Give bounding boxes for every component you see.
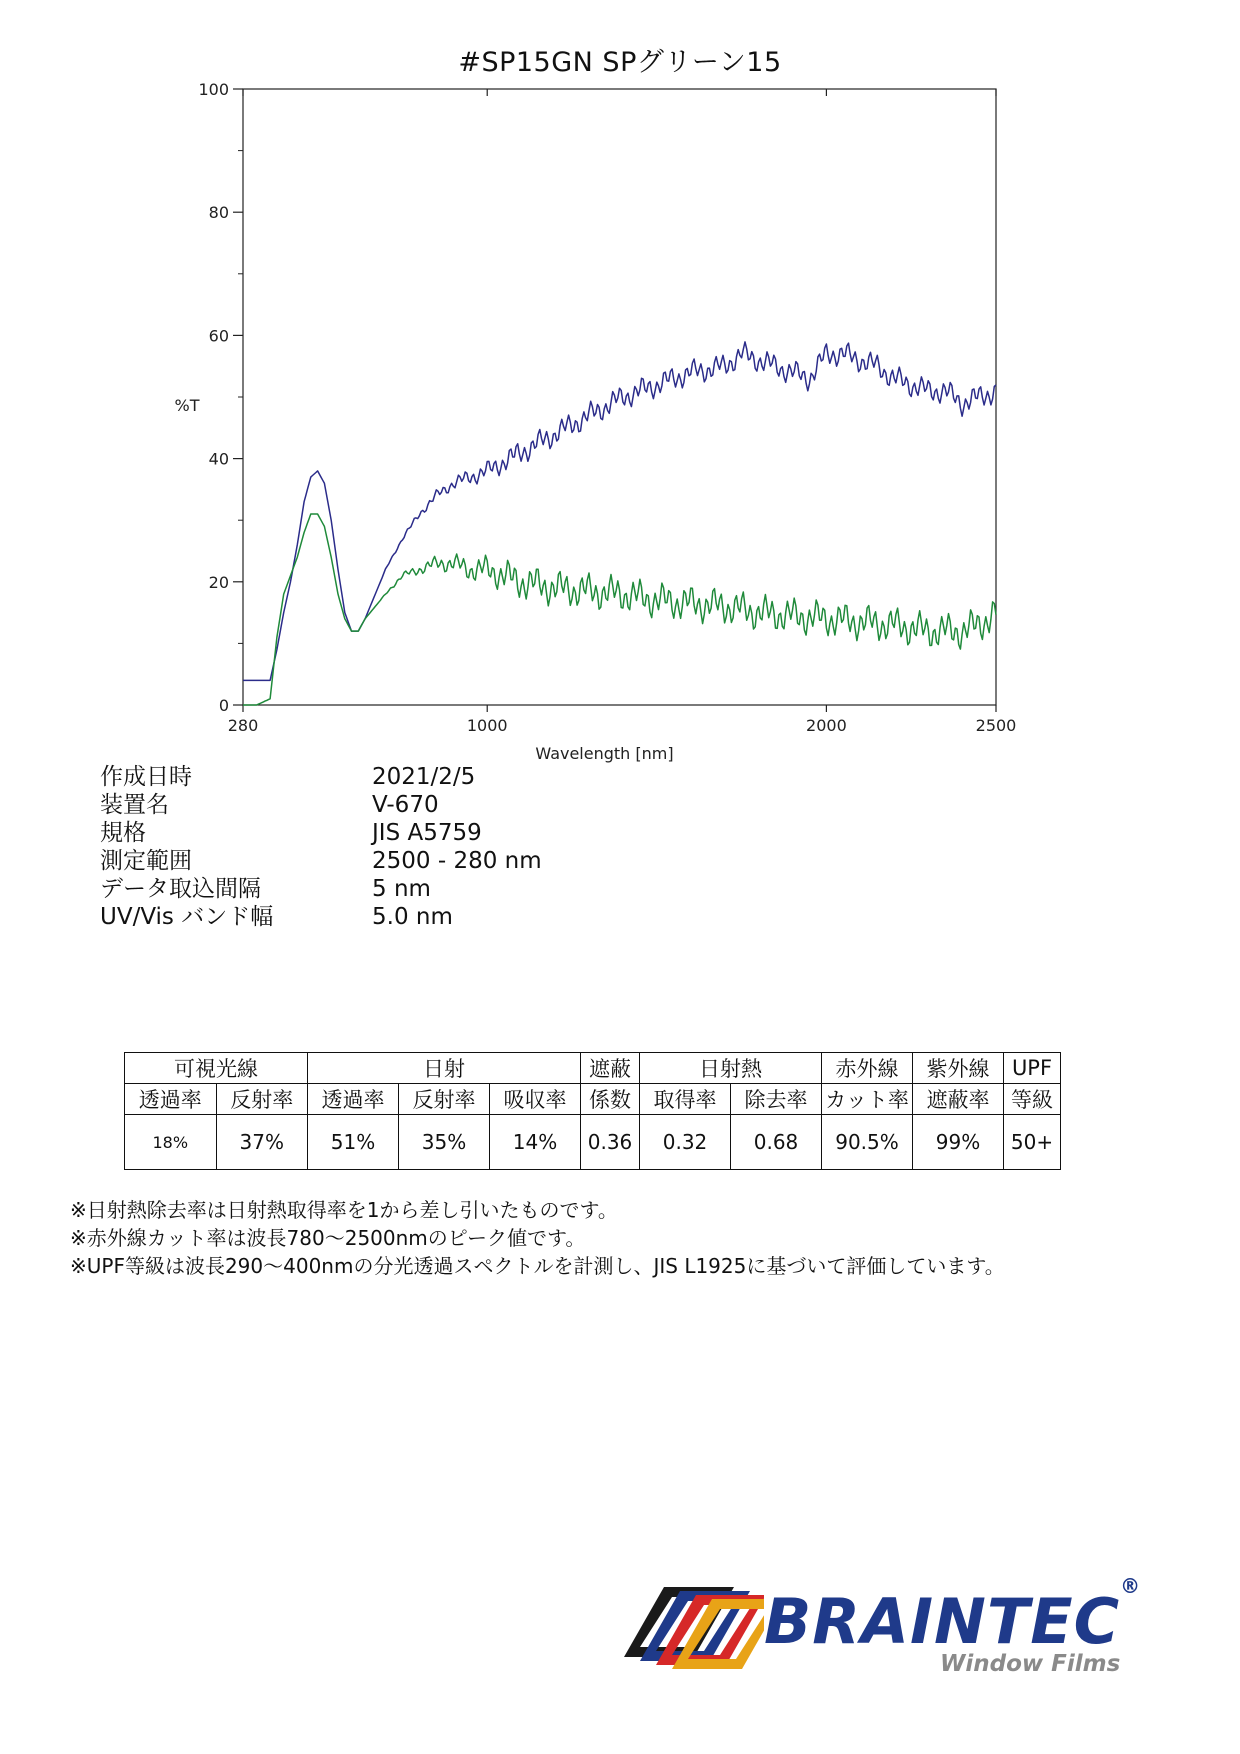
table-cell: 35% <box>399 1115 490 1170</box>
x-tick-label: 2500 <box>975 716 1017 735</box>
y-tick-label: 40 <box>208 449 229 469</box>
group-infrared: 赤外線 <box>822 1053 913 1084</box>
meta-value: 5 nm <box>372 876 431 902</box>
footnote: ※赤外線カット率は波長780～2500nmのピーク値です。 <box>70 1226 586 1250</box>
brand-name <box>764 1574 1142 1658</box>
x-tick-label: 2000 <box>806 716 847 735</box>
meta-label: UV/Vis バンド幅 <box>100 904 274 930</box>
table-cell: 51% <box>308 1115 399 1170</box>
footnote: ※日射熱除去率は日射熱取得率を1から差し引いたものです。 <box>70 1198 618 1222</box>
chart-series <box>243 342 996 705</box>
x-tick-label: 1000 <box>466 716 508 735</box>
y-tick-label: 20 <box>208 572 229 592</box>
group-solar-heat: 日射熱 <box>640 1053 822 1084</box>
sub-header: 反射率 <box>399 1084 490 1115</box>
table-cell: 0.68 <box>731 1115 822 1170</box>
chart-axes <box>175 80 1017 763</box>
meta-label: データ取込間隔 <box>100 876 261 902</box>
footnote: ※UPF等級は波長290～400nmの分光透過スペクトルを計測し、JIS L1925に基づいて評価しています。 <box>70 1254 1005 1278</box>
sub-header: 等級 <box>1004 1084 1061 1115</box>
sub-header: 係数 <box>581 1084 640 1115</box>
brand-text: BRAINTEC <box>764 1585 1121 1658</box>
sub-header: 吸収率 <box>490 1084 581 1115</box>
meta-value: V-670 <box>372 792 439 818</box>
group-shading: 遮蔽 <box>581 1053 640 1084</box>
table-sub-row <box>125 1084 1061 1115</box>
braintec-logo-mark <box>614 1581 764 1681</box>
group-visible: 可視光線 <box>125 1053 308 1084</box>
y-tick-label: 0 <box>218 696 229 715</box>
table-cell: 99% <box>913 1115 1004 1170</box>
sub-header: 除去率 <box>731 1084 822 1115</box>
group-upf: UPF <box>1004 1053 1061 1084</box>
table-cell: 0.36 <box>581 1115 640 1170</box>
meta-value: JIS A5759 <box>372 820 482 846</box>
series-line-green <box>243 514 996 705</box>
meta-value: 5.0 nm <box>372 904 453 930</box>
page-title: #SP15GN SPグリーン15 <box>458 47 782 78</box>
y-tick-label: 100 <box>198 80 229 99</box>
x-axis-label: Wavelength [nm] <box>535 744 674 763</box>
transmittance-chart <box>0 0 1240 780</box>
performance-table <box>124 1052 1061 1170</box>
meta-value: 2500 - 280 nm <box>372 848 542 874</box>
meta-value: 2021/2/5 <box>372 764 476 790</box>
brand-tagline: Window Films <box>940 1651 1121 1677</box>
table-group-row <box>125 1053 1061 1084</box>
table-cell: 0.32 <box>640 1115 731 1170</box>
y-tick-label: 60 <box>208 326 229 346</box>
table-value-row <box>125 1115 1061 1170</box>
meta-label: 作成日時 <box>100 764 192 790</box>
footnotes <box>70 1196 1005 1280</box>
registered-mark: ® <box>1120 1574 1142 1599</box>
table-cell: 37% <box>216 1115 308 1170</box>
y-axis-label: %T <box>174 396 200 415</box>
group-uv: 紫外線 <box>913 1053 1004 1084</box>
table-cell: 14% <box>490 1115 581 1170</box>
sub-header: 遮蔽率 <box>913 1084 1004 1115</box>
series-line-blue <box>243 342 996 681</box>
group-solar: 日射 <box>308 1053 581 1084</box>
sub-header: 取得率 <box>640 1084 731 1115</box>
meta-label: 装置名 <box>100 792 169 818</box>
y-tick-label: 80 <box>208 203 229 223</box>
meta-label: 規格 <box>100 820 146 846</box>
x-tick-label: 280 <box>227 716 259 735</box>
meta-label: 測定範囲 <box>100 848 192 874</box>
sub-header: 反射率 <box>216 1084 308 1115</box>
table-cell: 90.5% <box>822 1115 913 1170</box>
sub-header: 透過率 <box>125 1084 217 1115</box>
table-cell: 18% <box>125 1115 217 1170</box>
table-cell: 50+ <box>1004 1115 1061 1170</box>
sub-header: カット率 <box>822 1084 913 1115</box>
sub-header: 透過率 <box>308 1084 399 1115</box>
plot-frame <box>243 89 996 705</box>
